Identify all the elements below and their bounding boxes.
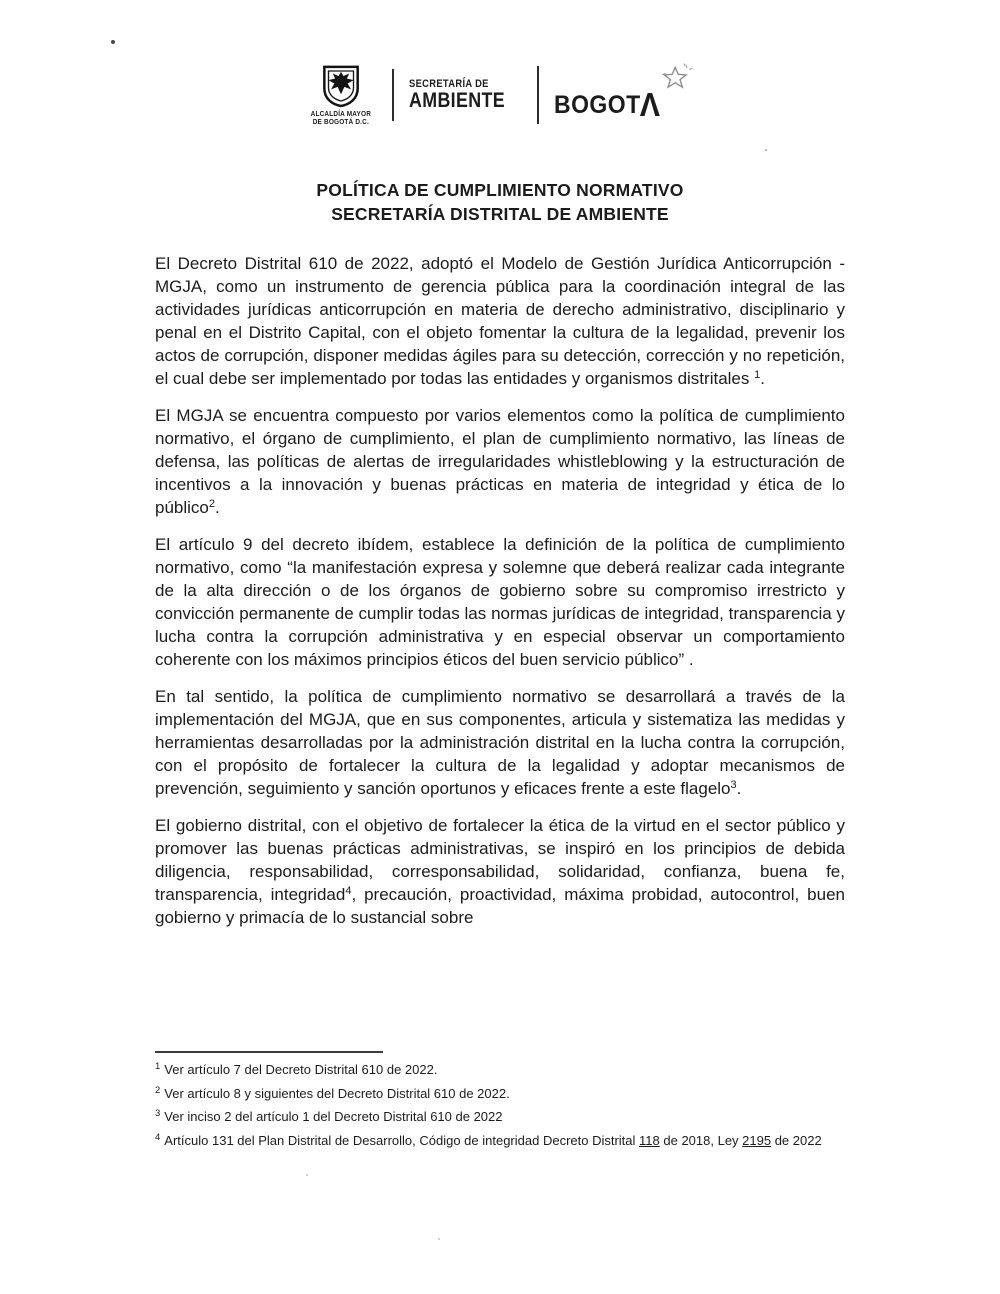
bogota-letters: BOGOT <box>553 90 641 119</box>
scan-speck <box>438 1238 440 1240</box>
document-title <box>0 178 1000 226</box>
footnote-item: $^2$ Ver artículo 8 y siguientes del Decreto Distrital 610 de 2022. <box>155 1084 510 1101</box>
body-paragraph: En tal sentido, la política de cumplimiento normativo se desarrollará a través de la implementación del MGJA, que en sus componentes, articula y sistematiza las medidas y herramientas desarrolladas por la administración distrital en la lucha contra la corrupción, con el propósito de fortalecer la cultura de la legalidad y adoptar mecanismos de prevención, seguimiento y sanción oportunos y eficaces frente a este flagelo$^3$. <box>155 687 845 798</box>
bogota-logo <box>553 85 696 123</box>
crest-shield-eagle-icon <box>321 63 361 109</box>
document-header <box>0 58 1000 132</box>
crest-caption-line1: ALCALDÍA MAYOR <box>310 110 371 118</box>
footnote-marker: 2 <box>155 1084 161 1096</box>
alcaldia-mayor-crest-logo <box>305 63 377 128</box>
sketch-star-icon <box>659 63 695 95</box>
underlined-reference: 118 <box>639 1132 660 1148</box>
footnote-marker: 3 <box>155 1108 161 1119</box>
footnote-marker: 4 <box>155 1131 161 1143</box>
crest-caption-line2: DE BOGOTÁ D.C. <box>312 119 369 126</box>
footnote-ref: 1 <box>754 369 761 381</box>
footnote-item: $^4$ Artículo 131 del Plan Distrital de Desarrollo, Código de integridad Decreto Distrital 118 de 2018, Ley 2195 de 2022 <box>155 1131 822 1148</box>
secretaria-de-label: SECRETARÍA DE <box>408 77 489 90</box>
footnote-marker: 1 <box>155 1061 161 1072</box>
title-line2: SECRETARÍA DISTRITAL DE AMBIENTE <box>331 204 669 224</box>
scan-speck <box>306 1174 308 1176</box>
crest-caption <box>311 111 371 128</box>
title-line1: POLÍTICA DE CUMPLIMIENTO NORMATIVO <box>316 180 684 200</box>
footnote-ref: 4 <box>345 885 352 897</box>
scan-speck <box>111 40 115 44</box>
footnote-divider <box>155 1051 383 1053</box>
footnote-ref: 2 <box>208 498 215 510</box>
body-paragraph: El artículo 9 del decreto ibídem, establece la definición de la política de cumplimiento normativo, como “la manifestación expresa y solemne que deberá realizar cada integrante de la alta dirección o de los órganos de gobierno sobre su compromiso irrestricto y convicción permanente de cumplir todas las normas jurídicas de integridad, transparencia y lucha contra la corrupción administrativa y en especial observar un comportamiento coherente con los máximos principios éticos del buen servicio público” . <box>155 535 845 669</box>
body-paragraph: El MGJA se encuentra compuesto por varios elementos como la política de cumplimiento normativo, el órgano de cumplimiento, el plan de cumplimiento normativo, las líneas de defensa, las políticas de alertas de irregularidades whistleblowing y la estructuración de incentivos a la innovación y buenas prácticas en materia de integridad y ética de lo público$^2$. <box>155 406 845 517</box>
footnote-item: $^3$ Ver inciso 2 del artículo 1 del Decreto Distrital 610 de 2022 <box>155 1108 503 1124</box>
underlined-reference: 2195 <box>742 1132 772 1148</box>
footnote-list <box>155 1058 925 1152</box>
scan-speck <box>765 149 767 151</box>
footnotes-section <box>155 1051 925 1152</box>
body-paragraph: El gobierno distrital, con el objetivo de fortalecer la ética de la virtud en el sector público y promover las buenas prácticas administrativas, se inspiró en los principios de debida diligencia, responsabilidad, corresponsabilidad, solidaridad, confianza, buena fe, transparencia, integridad$^4$, precaución, proactividad, máxima probidad, autocontrol, buen gobierno y primacía de lo sustancial sobre <box>155 816 845 927</box>
secretaria-ambiente-wordmark <box>409 78 505 112</box>
body-paragraph: El Decreto Distrital 610 de 2022, adoptó el Modelo de Gestión Jurídica Anticorrupción - MGJA, como un instrumento de gerencia pública para la coordinación integral de las actividades jurídicas anticorrupción en materia de derecho administrativo, disciplinario y penal en el Distrito Capital, con el objeto fomentar la cultura de la legalidad, prevenir los actos de corrupción, disponer medidas ágiles para su detección, corrección y no repetición, el cual debe ser implementado por todas las entidades y organismos distritales $^1$. <box>155 254 845 388</box>
bogota-caret-a: Λ <box>639 85 661 123</box>
bogota-wordmark <box>553 85 661 123</box>
footnote-item: $^1$ Ver artículo 7 del Decreto Distrital 610 de 2022. <box>155 1061 438 1077</box>
ambiente-label: AMBIENTE <box>408 89 505 113</box>
body-paragraphs <box>155 252 845 943</box>
header-divider-right <box>537 66 539 124</box>
header-divider-left <box>392 69 394 121</box>
footnote-ref: 3 <box>730 779 737 791</box>
